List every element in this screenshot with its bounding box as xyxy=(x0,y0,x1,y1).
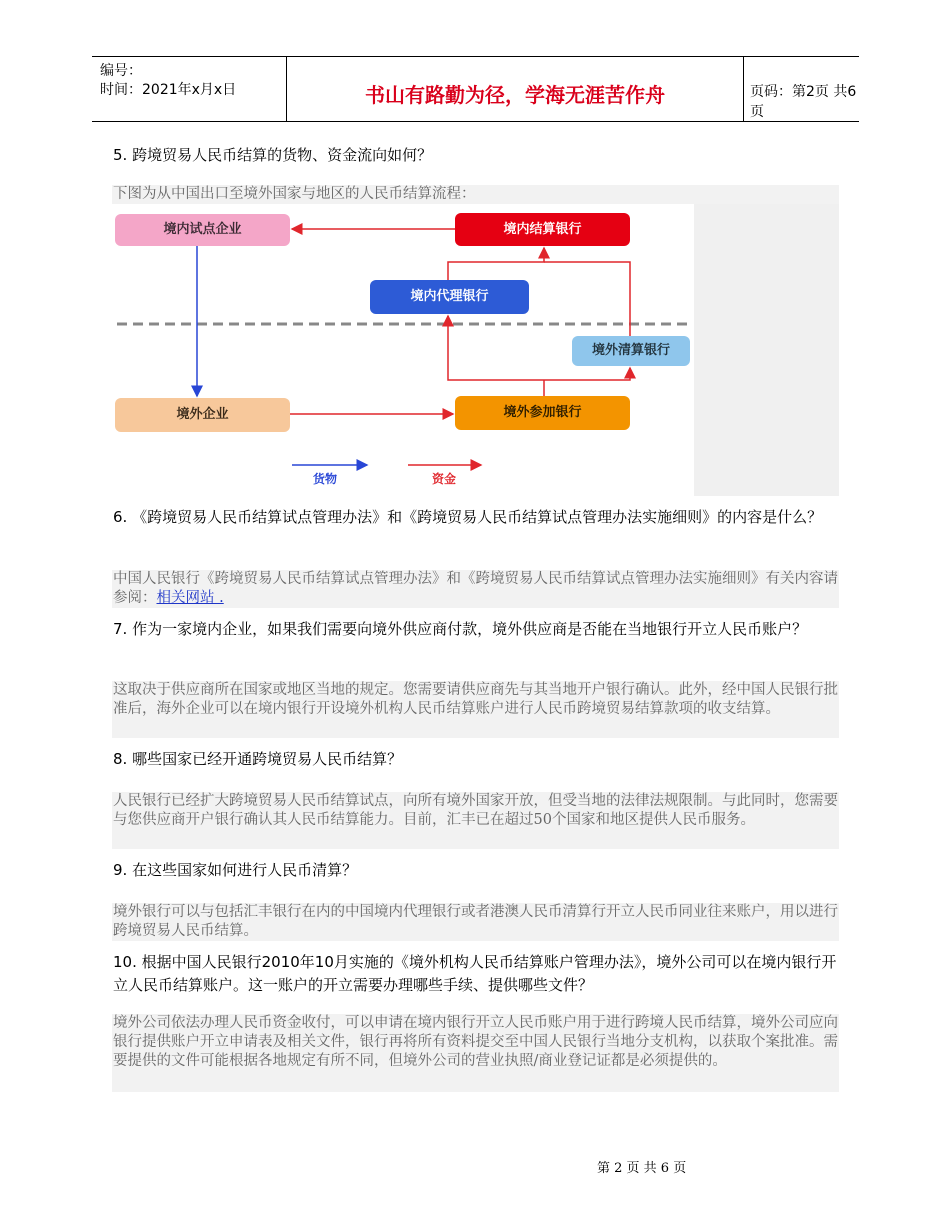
node-offshore-participant-bank: 境外参加银行 xyxy=(455,396,630,430)
funds-arrow-to-agent xyxy=(448,316,544,380)
question-8: 8. 哪些国家已经开通跨境贸易人民币结算？ xyxy=(113,750,403,768)
motto: 书山有路勤为径，学海无涯苦作舟 xyxy=(365,83,665,107)
question-5: 5. 跨境贸易人民币结算的货物、资金流向如何？ xyxy=(113,146,433,164)
header-motto-cell xyxy=(287,57,744,121)
answer-8: 人民银行已经扩大跨境贸易人民币结算试点，向所有境外国家开放，但受当地的法律法规限制。与此同时，您需要与您供应商开户银行确认其人民币结算能力。目前，汇丰已在超过50个国家和地区提供人民币服务。 xyxy=(112,792,839,849)
answer-9: 境外银行可以与包括汇丰银行在内的中国境内代理银行或者港澳人民币清算行开立人民币同业往来账户，用以进行跨境贸易人民币结算。 xyxy=(113,904,838,939)
node-domestic-pilot: 境内试点企业 xyxy=(115,214,290,246)
answer-5: 下图为从中国出口至境外国家与地区的人民币结算流程： xyxy=(112,185,839,204)
node-offshore-clearing-bank: 境外清算银行 xyxy=(572,336,690,366)
page-footer: 第 2 页 共 6 页 xyxy=(597,1161,687,1176)
page-info: 页码：第2页 共6页 xyxy=(750,84,857,120)
header-left-cell xyxy=(92,57,287,121)
question-6: 6. 《跨境贸易人民币结算试点管理办法》和《跨境贸易人民币结算试点管理办法实施细则》的内容是什么？ xyxy=(113,508,823,526)
question-9: 9. 在这些国家如何进行人民币清算？ xyxy=(113,861,358,879)
answer-6-text: 中国人民银行《跨境贸易人民币结算试点管理办法》和《跨境贸易人民币结算试点管理办法实施细则》有关内容请参阅： xyxy=(113,571,838,606)
flow-arrows xyxy=(112,204,839,496)
question-10: 10. 根据中国人民银行2010年10月实施的《境外机构人民币结算账户管理办法》，境外公司可以在境内银行开立人民币结算账户。这一账户的开立需要办理哪些手续、提供哪些文件？ xyxy=(113,953,837,994)
page-header xyxy=(92,56,859,122)
legend-funds-label: 资金 xyxy=(432,472,457,486)
answer-6 xyxy=(112,570,839,608)
related-website-link[interactable]: 相关网站 . xyxy=(156,590,224,606)
answer-7: 这取决于供应商所在国家或地区当地的规定。您需要请供应商先与其当地开户银行确认。此外，经中国人民银行批准后，海外企业可以在境内银行开设境外机构人民币结算账户进行人民币跨境贸易结算款项的收支结算。 xyxy=(112,681,839,738)
time-label: 时间：2021年x月x日 xyxy=(100,82,237,98)
node-offshore-company: 境外企业 xyxy=(115,398,290,432)
header-page-cell xyxy=(744,57,859,121)
funds-arrow-to-clearing xyxy=(544,368,630,380)
answer-10: 境外公司依法办理人民币资金收付，可以申请在境内银行开立人民币账户用于进行跨境人民币结算，境外公司应向银行提供账户开立申请表及相关文件，银行再将所有资料提交至中国人民银行当地分支机构，以获取个案批准。需要提供的文件可能根据各地规定有所不同，但境外公司的营业执照/商业登记证都是必须提供的。 xyxy=(112,1014,839,1092)
node-domestic-agent-bank: 境内代理银行 xyxy=(370,280,529,314)
settlement-flow-diagram xyxy=(112,204,839,496)
question-7: 7. 作为一家境内企业，如果我们需要向境外供应商付款，境外供应商是否能在当地银行开立人民币账户？ xyxy=(113,620,808,638)
number-label: 编号： xyxy=(100,63,142,79)
node-domestic-settle-bank: 境内结算银行 xyxy=(455,213,630,246)
legend-goods-label: 货物 xyxy=(313,472,338,486)
funds-arrow-agent-settle xyxy=(448,248,544,280)
